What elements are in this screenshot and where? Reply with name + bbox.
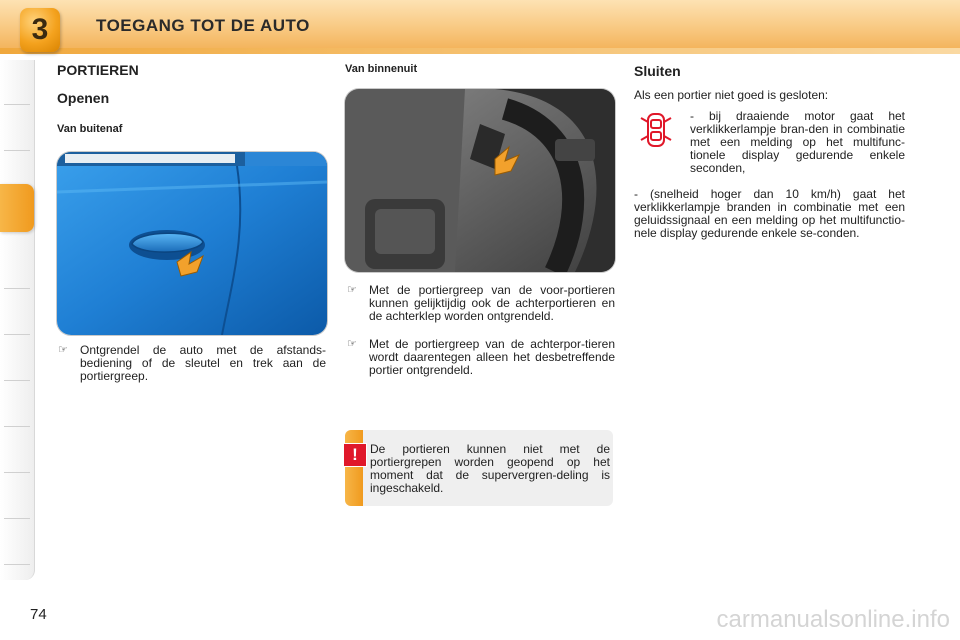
bullet-hand-icon: ☞ [58, 344, 68, 356]
door-handle-outside-illustration [57, 152, 327, 335]
watermark: carmanualsonline.info [716, 606, 950, 633]
chapter-badge [20, 8, 60, 52]
side-tab-9[interactable] [4, 474, 30, 519]
bullet-rear-door [347, 337, 615, 377]
side-tab-1[interactable] [4, 60, 30, 105]
warning-text: De portieren kunnen niet met de portiergrepen worden geopend op het moment dat de supervergren-deling is ingeschakeld. [370, 442, 610, 495]
closing-intro: Als een portier niet goed is gesloten: [634, 88, 829, 102]
bullet-outside-unlock [58, 343, 326, 383]
bullet-outside-text: Ontgrendel de auto met de afstands-bediening of de sleutel en trek aan de portiergreep. [80, 343, 326, 383]
section-title-portieren: PORTIEREN [57, 62, 139, 78]
chapter-number: 3 [31, 13, 49, 46]
side-tab-10[interactable] [4, 520, 30, 565]
door-open-warning-icon [638, 110, 674, 150]
bullet-front-door-text: Met de portiergreep van de voor-portieren kunnen gelijktijdig ook de achterportieren en de achterklep worden ontgrendeld. [369, 283, 615, 323]
side-tab-3-active[interactable] [0, 184, 34, 232]
subsection-title-openen: Openen [57, 90, 110, 106]
closing-item-engine-running: - bij draaiende motor gaat het verklikkerlampje bran-den in combinatie met een melding op het multifunc-tionele display gedurende enkele seconden, [690, 109, 905, 175]
door-handle-inside-illustration [345, 89, 615, 272]
side-tab-8[interactable] [4, 428, 30, 473]
heading-van-binnenuit: Van binnenuit [345, 63, 418, 75]
header-stripe [0, 48, 960, 54]
bullet-hand-icon: ☞ [347, 338, 357, 350]
side-tab-5[interactable] [4, 290, 30, 335]
bullet-hand-icon: ☞ [347, 284, 357, 296]
bullet-front-door [347, 283, 615, 323]
page-number: 74 [30, 606, 47, 623]
side-tab-4[interactable] [4, 244, 30, 289]
chapter-title: TOEGANG TOT DE AUTO [96, 16, 310, 35]
side-tabs [0, 60, 35, 580]
side-tab-7[interactable] [4, 382, 30, 427]
heading-van-buitenaf: Van buitenaf [57, 123, 123, 135]
warning-tab [345, 430, 363, 506]
heading-sluiten: Sluiten [634, 63, 681, 79]
bullet-rear-door-text: Met de portiergreep van de achterpor-tieren wordt daarentegen alleen het desbetreffende portier ontgrendeld. [369, 337, 615, 377]
warning-icon: ! [343, 443, 367, 467]
side-tab-6[interactable] [4, 336, 30, 381]
closing-item-speed: - (snelheid hoger dan 10 km/h) gaat het verklikkerlampje branden in combinatie met een geluidssignaal en een melding op het multifunctio-nele display gedurende enkele se-conden. [634, 187, 905, 240]
side-tab-2[interactable] [4, 106, 30, 151]
